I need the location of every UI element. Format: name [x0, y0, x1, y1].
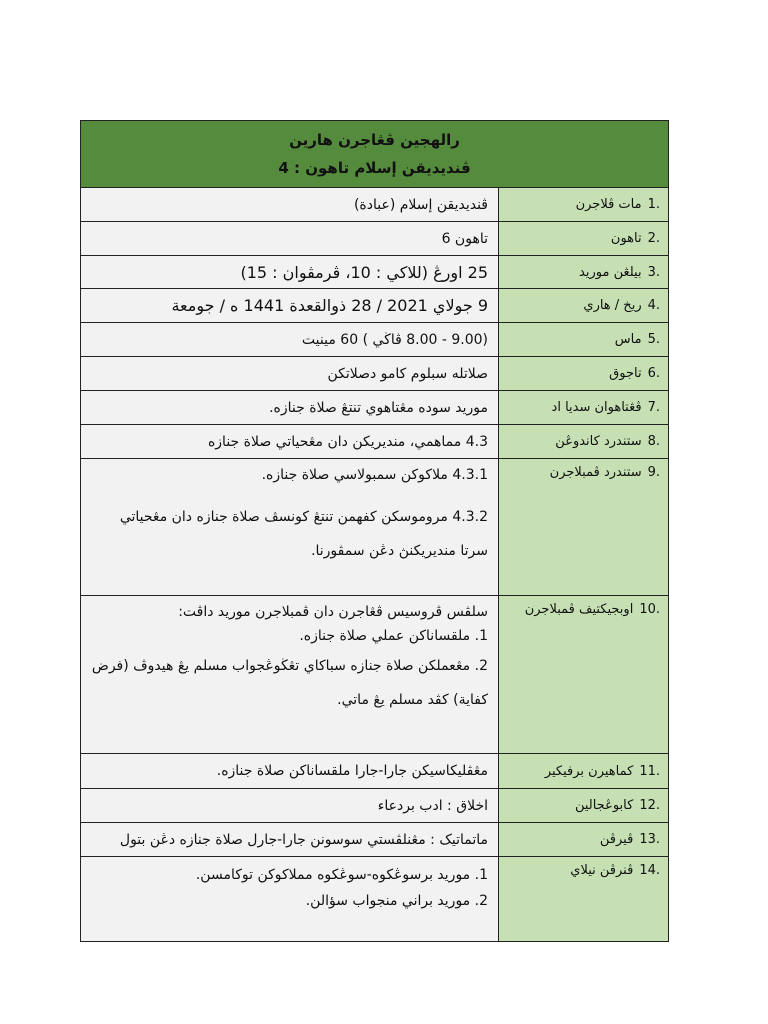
row-number: 6.	[647, 366, 660, 381]
row-label	[498, 857, 668, 941]
objective-intro: سلڤس ڤروسيس ڤڠاجرن دان ڤمبلاجرن موريد داڤت:	[178, 604, 488, 620]
row-value	[81, 857, 498, 941]
row-number: 13.	[639, 832, 660, 847]
row-label-text: ستندرد کاندوڠن	[555, 434, 642, 449]
row-number: 1.	[647, 197, 660, 212]
row-label-text: ستندرد ڤمبلاجرن	[549, 465, 642, 480]
row-label-text: ڤڠتاهوان سديا اد	[551, 400, 642, 415]
row-label	[498, 823, 668, 856]
row-number: 9.	[647, 465, 660, 480]
row-label	[498, 425, 668, 458]
row-value: مڠڤليکاسيکن جارا-جارا ملقساناکن صلاة جنازه.	[81, 754, 498, 788]
row-label-text: ريخ / هاري	[583, 298, 642, 313]
row-number: 14.	[639, 863, 660, 878]
table-row	[81, 256, 668, 289]
row-value: ڤنديديقن إسلام (عبادة)	[81, 188, 498, 221]
row-value: (9.00 - 8.00 ڤاڬي ) 60 مينيت	[81, 323, 498, 356]
row-value: 4.3 مماهمي، منديريکن دان مڠحياتي صلاة جنازه	[81, 425, 498, 458]
row-label	[498, 789, 668, 822]
row-value: 25 اورڠ (للاکي : 10، ڤرمڤوان : 15)	[81, 256, 498, 288]
row-value: اخلاق : ادب بردعاء	[81, 789, 498, 822]
table-row	[81, 857, 668, 941]
table-row	[81, 754, 668, 789]
row-value: موريد سوده مڠتاهوي تنتڠ صلاة جنازه.	[81, 391, 498, 424]
standard-item: 4.3.2 مروموسکن کفهمن تنتڠ کونسڤ صلاة جنازه دان مڠحياتي سرتا منديريکنڽ دڠن سمڤورنا.	[119, 509, 488, 559]
row-label	[498, 391, 668, 424]
table-row	[81, 823, 668, 857]
row-value: صلاتله سبلوم کامو دصلاتکن	[81, 357, 498, 390]
row-label-text: کماهيرن برفيکير	[544, 763, 634, 779]
row-label	[498, 754, 668, 788]
row-value: تاهون 6	[81, 222, 498, 255]
row-value: ماتماتيک : مڠنلڤستي سوسونن جارا-جارل صلاة جنازه دڠن بتول	[81, 823, 498, 856]
value-item: 1. موريد برسوڠکوه-سوڠکوه مملاکوکن توکامسن.	[195, 867, 488, 883]
table-row	[81, 596, 668, 754]
row-number: 3.	[647, 264, 660, 280]
row-number: 11.	[639, 763, 660, 779]
standard-item: 4.3.1 ملاکوکن سمبولاسي صلاة جنازه.	[261, 467, 488, 483]
row-number: 12.	[639, 798, 660, 813]
row-label	[498, 188, 668, 221]
row-label-text: ماس	[614, 332, 642, 347]
row-value	[81, 596, 498, 753]
table-row	[81, 357, 668, 391]
table-row	[81, 789, 668, 823]
objective-item: 1. ملقساناکن عملي صلاة جنازه.	[299, 628, 488, 644]
table-row	[81, 222, 668, 256]
header-subtitle: ڤنديديقن إسلام تاهون : 4	[278, 159, 471, 177]
row-number: 7.	[647, 400, 660, 415]
row-label	[498, 596, 668, 753]
value-item: 2. موريد براني منجواب سؤالن.	[305, 893, 488, 909]
row-label-text: اوبجيکتيف ڤمبلاجرن	[524, 602, 634, 617]
row-label-text: مات ڤلاجرن	[575, 197, 642, 212]
table-row	[81, 188, 668, 222]
table-row	[81, 425, 668, 459]
row-number: 8.	[647, 434, 660, 449]
row-label	[498, 289, 668, 322]
row-label	[498, 222, 668, 255]
row-label-text: تاجوق	[609, 366, 642, 381]
table-header	[81, 121, 668, 188]
row-number: 10.	[639, 602, 660, 617]
row-label-text: ڤنرڤن نيلاي	[570, 863, 634, 878]
lesson-plan-table	[80, 120, 669, 942]
table-row	[81, 391, 668, 425]
table-row	[81, 289, 668, 323]
table-row	[81, 459, 668, 596]
row-number: 4.	[647, 298, 660, 313]
row-label	[498, 357, 668, 390]
row-label	[498, 323, 668, 356]
objective-item: 2. مڠعملکن صلاة جنازه سباکاي تڠڬوڠجواب مسلم يڠ هيدوڤ (فرض کفاية) کڤد مسلم يڠ ماتي.	[91, 658, 488, 708]
header-title: رالهجين ڤڠاجرن هارين	[289, 131, 460, 149]
row-label	[498, 459, 668, 595]
row-label-text: بيلڠن موريد	[579, 264, 642, 280]
row-label-text: کابوڠجالين	[574, 798, 634, 813]
table-row	[81, 323, 668, 357]
row-value	[81, 459, 498, 595]
row-number: 5.	[647, 332, 660, 347]
row-label	[498, 256, 668, 288]
row-value: 9 جولاي 2021 / 28 ذوالقعدة 1441 ه / جومعة	[81, 289, 498, 322]
row-number: 2.	[647, 231, 660, 246]
row-label-text: تاهون	[610, 231, 642, 246]
row-label-text: ڤيرڤن	[599, 832, 634, 847]
